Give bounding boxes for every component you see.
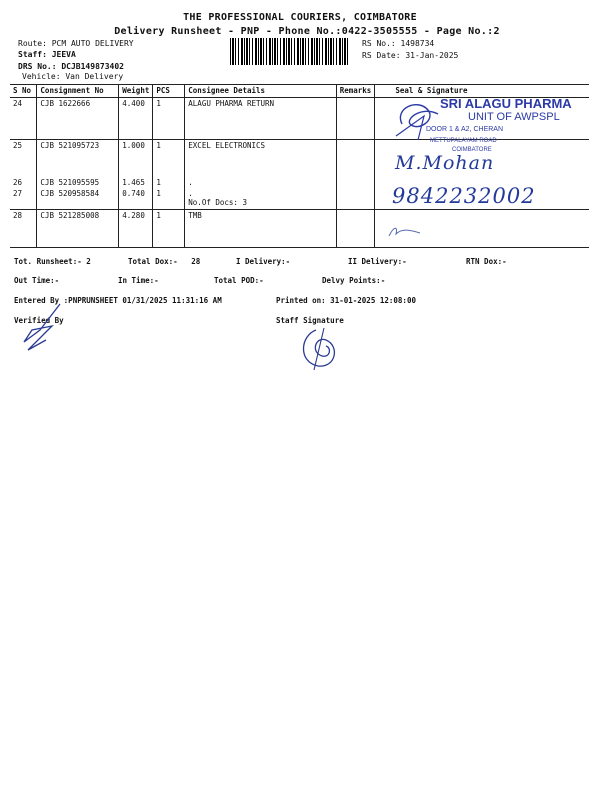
row-weight: 4.400 bbox=[119, 98, 153, 140]
row-pcs: 1 bbox=[153, 140, 185, 177]
tot-runsheet: Tot. Runsheet:- 2 bbox=[14, 257, 91, 266]
row-pcs: 1 bbox=[153, 188, 185, 210]
row-consignment: CJB 520958584 bbox=[37, 188, 119, 210]
row-sno: 28 bbox=[10, 210, 37, 248]
staff-label: Staff: JEEVA bbox=[18, 50, 76, 59]
table-row bbox=[10, 210, 589, 248]
barcode bbox=[230, 38, 348, 65]
col-remarks-header: Remarks bbox=[336, 85, 375, 98]
row-consignee: . bbox=[185, 177, 336, 188]
row-sno: 26 bbox=[10, 177, 37, 188]
col-sno-header: S No bbox=[10, 85, 37, 98]
row-consignee: ALAGU PHARMA RETURN bbox=[185, 98, 336, 140]
company-seal-stamp bbox=[388, 96, 588, 158]
seal-line-1: SRI ALAGU PHARMA bbox=[440, 96, 572, 111]
row-sno: 24 bbox=[10, 98, 37, 140]
in-time: In Time:- bbox=[118, 276, 159, 285]
seal-line-3: DOOR 1 & A2, CHERAN bbox=[426, 126, 504, 133]
row-remarks bbox=[336, 177, 375, 188]
row-consignment: CJB 521285008 bbox=[37, 210, 119, 248]
row-weight: 4.280 bbox=[119, 210, 153, 248]
row-consignment: CJB 521095595 bbox=[37, 177, 119, 188]
row-remarks bbox=[336, 98, 375, 140]
col-consignee-header: Consignee Details bbox=[185, 85, 336, 98]
seal-line-5: COIMBATORE bbox=[452, 147, 492, 153]
runsheet-subtitle: Delivery Runsheet - PNP - Phone No.:0422-3505555 - Page No.:2 bbox=[114, 26, 500, 37]
row-weight: 0.740 bbox=[119, 188, 153, 210]
staff-signature-label: Staff Signature bbox=[276, 316, 344, 325]
verified-by-label: Verified By bbox=[14, 316, 64, 325]
staff-signature-icon bbox=[296, 326, 346, 372]
row-sno: 27 bbox=[10, 188, 37, 210]
total-pod: Total POD:- bbox=[214, 276, 264, 285]
col-consignment-header: Consignment No bbox=[37, 85, 119, 98]
row-consignee-dot: . bbox=[188, 188, 193, 198]
col-seal-header: Seal & Signature bbox=[375, 85, 589, 98]
seal-line-4: METTUPALAYAM ROAD bbox=[430, 138, 497, 144]
row-pcs: 1 bbox=[153, 177, 185, 188]
row-remarks bbox=[336, 210, 375, 248]
printed-on: Printed on: 31-01-2025 12:08:00 bbox=[276, 296, 416, 305]
ii-delivery: II Delivery:- bbox=[348, 257, 407, 266]
delvy-points: Delvy Points:- bbox=[322, 276, 386, 285]
row-remarks bbox=[336, 140, 375, 177]
i-delivery: I Delivery:- bbox=[236, 257, 291, 266]
col-pcs-header: PCS bbox=[153, 85, 185, 98]
row-consignee: TMB bbox=[185, 210, 336, 248]
total-dox: Total Dox:- 28 bbox=[128, 257, 201, 266]
row-pcs: 1 bbox=[153, 98, 185, 140]
handwritten-phone: 9842232002 bbox=[392, 184, 536, 208]
entered-by: Entered By :PNPRUNSHEET 01/31/2025 11:31:16 AM bbox=[14, 296, 222, 305]
row-consignee: EXCEL ELECTRONICS bbox=[185, 140, 336, 177]
row-consignee bbox=[185, 188, 336, 210]
rtn-dox: RTN Dox:- bbox=[466, 257, 507, 266]
company-title: THE PROFESSIONAL COURIERS, COIMBATORE bbox=[183, 12, 417, 23]
col-weight-header: Weight bbox=[119, 85, 153, 98]
out-time: Out Time:- bbox=[14, 276, 60, 285]
route-label: Route: PCM AUTO DELIVERY bbox=[18, 39, 134, 48]
handwritten-receiver-name: M.Mohan bbox=[395, 152, 495, 174]
rs-number: RS No.: 1498734 bbox=[362, 39, 435, 48]
row-weight: 1.000 bbox=[119, 140, 153, 177]
seal-line-2: UNIT OF AWPSPL bbox=[468, 111, 560, 123]
row-sno: 25 bbox=[10, 140, 37, 177]
drs-number: DRS No.: DCJB149873402 bbox=[18, 62, 124, 71]
row-weight: 1.465 bbox=[119, 177, 153, 188]
verified-signature-icon bbox=[16, 300, 66, 358]
rs-date: RS Date: 31-Jan-2025 bbox=[362, 51, 459, 60]
row-consignment: CJB 1622666 bbox=[37, 98, 119, 140]
row-consignment: CJB 521095723 bbox=[37, 140, 119, 177]
vehicle-label: Vehicle: Van Delivery bbox=[22, 72, 124, 81]
initials-scribble-icon bbox=[386, 224, 426, 240]
no-of-docs: No.Of Docs: 3 bbox=[188, 197, 247, 207]
row-remarks bbox=[336, 188, 375, 210]
row-pcs: 1 bbox=[153, 210, 185, 248]
